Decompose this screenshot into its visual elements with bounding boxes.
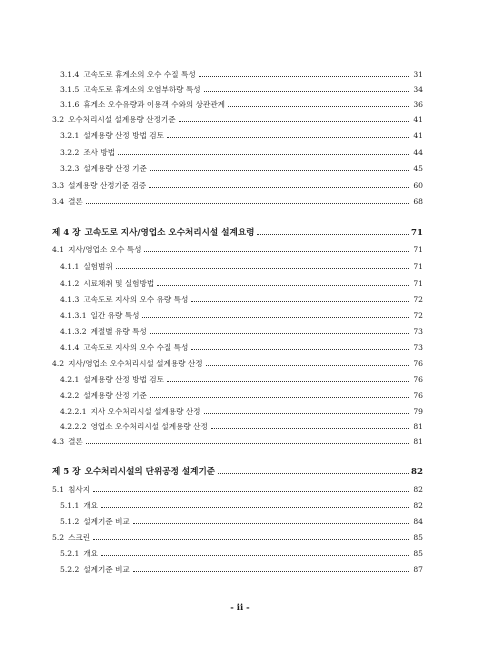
toc-title: 침사지 bbox=[68, 485, 91, 494]
toc-title: 휴게소 오수유량과 이용객 수와의 상관관계 bbox=[83, 100, 226, 109]
toc-entry bbox=[52, 437, 423, 447]
toc-entry bbox=[52, 245, 423, 255]
toc-number: 3.1.4 bbox=[60, 70, 80, 79]
toc-leader bbox=[191, 348, 409, 350]
toc-entry bbox=[60, 262, 423, 272]
toc-entry bbox=[60, 295, 423, 305]
toc-title: 고속도로 휴게소의 오수 수질 특성 bbox=[83, 70, 196, 79]
toc-number: 4.2.1 bbox=[60, 375, 80, 384]
toc-number: 3.1.5 bbox=[60, 85, 80, 94]
toc-title: 결론 bbox=[68, 197, 83, 206]
toc-title: 설계용량 산정 방법 검토 bbox=[83, 375, 164, 384]
page-number: - ii - bbox=[230, 603, 250, 613]
toc-page: 81 bbox=[413, 422, 423, 431]
toc-number: 4.2.2.1 bbox=[60, 407, 87, 416]
toc-entry bbox=[60, 148, 423, 158]
toc-number: 제 5 장 bbox=[52, 467, 81, 477]
toc-number: 5.1 bbox=[52, 485, 65, 494]
toc-leader bbox=[116, 267, 409, 269]
toc-number: 5.2.1 bbox=[60, 549, 80, 558]
toc-page: 71 bbox=[413, 279, 423, 288]
toc-title: 고속도로 지사의 오수 유량 특성 bbox=[83, 295, 189, 304]
toc-leader bbox=[86, 202, 409, 204]
toc-entry bbox=[52, 115, 423, 125]
toc-entry bbox=[60, 501, 423, 511]
toc-page: 72 bbox=[413, 295, 423, 304]
toc-number: 3.2 bbox=[52, 115, 65, 124]
toc-number: 4.1 bbox=[52, 245, 65, 254]
toc-leader bbox=[211, 427, 409, 429]
toc-page: 82 bbox=[411, 467, 423, 477]
toc-title: 설계용량 산정기준 검증 bbox=[68, 181, 147, 190]
toc-page: 79 bbox=[413, 407, 423, 416]
toc-number: 5.2 bbox=[52, 533, 65, 542]
toc-number: 5.1.2 bbox=[60, 517, 80, 526]
toc-entry bbox=[60, 279, 423, 289]
toc-title: 지사 오수처리시설 설계용량 산정 bbox=[90, 407, 201, 416]
toc-title: 오수처리시설의 단위공정 설계기준 bbox=[84, 467, 216, 477]
toc-title: 계절별 유량 특성 bbox=[90, 327, 147, 336]
toc-title: 오수처리시설 설계용량 산정기준 bbox=[68, 115, 176, 124]
toc-leader bbox=[133, 522, 409, 524]
toc-number: 4.2.2.2 bbox=[60, 422, 87, 431]
toc-number: 5.2.2 bbox=[60, 565, 80, 574]
toc-entry bbox=[60, 565, 423, 575]
toc-title: 조사 방법 bbox=[83, 148, 116, 157]
toc-page: 76 bbox=[413, 375, 423, 384]
toc-entry bbox=[60, 85, 423, 95]
toc-leader bbox=[142, 316, 409, 318]
toc-number: 4.2 bbox=[52, 359, 65, 368]
toc-leader bbox=[133, 570, 409, 572]
toc-title: 설계용량 산정 기준 bbox=[83, 391, 147, 400]
toc-page: 71 bbox=[413, 262, 423, 271]
toc-number: 4.1.3.2 bbox=[60, 327, 87, 336]
toc-page: 34 bbox=[413, 85, 423, 94]
toc-leader bbox=[101, 554, 409, 556]
toc-title: 고속도로 지사의 오수 수질 특성 bbox=[83, 343, 189, 352]
toc-number: 3.2.1 bbox=[60, 131, 80, 140]
toc-page: 71 bbox=[413, 245, 423, 254]
toc-entry bbox=[52, 197, 423, 207]
toc-chapter-heading bbox=[52, 467, 423, 477]
toc-page: 82 bbox=[413, 485, 423, 494]
toc-title: 실험범위 bbox=[83, 262, 113, 271]
toc-entry bbox=[60, 407, 423, 417]
toc-entry bbox=[52, 359, 423, 369]
toc-leader bbox=[191, 300, 409, 302]
toc-page: 68 bbox=[413, 197, 423, 206]
toc-leader bbox=[206, 364, 409, 366]
toc-title: 설계용량 산정 기준 bbox=[83, 164, 147, 173]
toc-page: 85 bbox=[413, 533, 423, 542]
toc-page: 31 bbox=[413, 70, 423, 79]
toc-number: 5.1.1 bbox=[60, 501, 80, 510]
toc-entry bbox=[52, 181, 423, 191]
toc-title: 시료채취 및 실험방법 bbox=[83, 279, 155, 288]
toc-leader bbox=[86, 442, 409, 444]
toc-page: 41 bbox=[413, 131, 423, 140]
toc-leader bbox=[204, 90, 409, 92]
toc-title: 일간 유량 특성 bbox=[90, 311, 140, 320]
toc-leader bbox=[218, 472, 409, 474]
toc-leader bbox=[93, 490, 409, 492]
toc-number: 4.1.3 bbox=[60, 295, 80, 304]
toc-leader bbox=[157, 284, 409, 286]
toc-leader bbox=[93, 538, 409, 540]
toc-entry bbox=[60, 422, 423, 432]
toc-leader bbox=[179, 120, 409, 122]
toc-title: 고속도로 지사/영업소 오수처리시설 설계요령 bbox=[84, 228, 255, 238]
toc-entry bbox=[60, 517, 423, 527]
toc-title: 결론 bbox=[68, 437, 83, 446]
toc-leader bbox=[101, 506, 409, 508]
toc-entry bbox=[60, 391, 423, 401]
toc-title: 설계용량 산정 방법 검토 bbox=[83, 131, 164, 140]
toc-entry bbox=[60, 327, 423, 337]
toc-leader bbox=[150, 332, 409, 334]
toc-page: 76 bbox=[413, 359, 423, 368]
toc-entry bbox=[52, 533, 423, 543]
toc-entry bbox=[60, 375, 423, 385]
toc-number: 3.1.6 bbox=[60, 100, 80, 109]
toc-entry bbox=[60, 164, 423, 174]
toc-title: 지사/영업소 오수처리시설 설계용량 산정 bbox=[68, 359, 203, 368]
toc-entry bbox=[60, 131, 423, 141]
toc-page: 73 bbox=[413, 343, 423, 352]
toc-title: 고속도로 휴게소의 오염부하량 특성 bbox=[83, 85, 201, 94]
toc-leader bbox=[150, 169, 409, 171]
toc-entry bbox=[60, 100, 423, 110]
toc-page: 36 bbox=[413, 100, 423, 109]
toc-page: 87 bbox=[413, 565, 423, 574]
toc-page: 82 bbox=[413, 501, 423, 510]
toc-number: 4.1.3.1 bbox=[60, 311, 87, 320]
toc-page: 71 bbox=[411, 228, 423, 238]
toc-leader bbox=[149, 186, 409, 188]
toc-leader bbox=[257, 233, 409, 235]
toc-title: 지사/영업소 오수 특성 bbox=[68, 245, 142, 254]
toc-title: 개요 bbox=[83, 501, 98, 510]
toc-page: 76 bbox=[413, 391, 423, 400]
toc-page: 72 bbox=[413, 311, 423, 320]
toc-entry bbox=[60, 70, 423, 80]
toc-chapter-heading bbox=[52, 228, 423, 238]
toc-number: 3.3 bbox=[52, 181, 65, 190]
toc-entry bbox=[52, 485, 423, 495]
toc-page: 81 bbox=[413, 437, 423, 446]
toc-page: 45 bbox=[413, 164, 423, 173]
toc-entry bbox=[60, 343, 423, 353]
toc-entry bbox=[60, 549, 423, 559]
toc-number: 3.2.2 bbox=[60, 148, 80, 157]
toc-entry bbox=[60, 311, 423, 321]
toc-title: 영업소 오수처리시설 설계용량 산정 bbox=[90, 422, 208, 431]
toc-leader bbox=[144, 250, 409, 252]
toc-leader bbox=[118, 153, 409, 155]
toc-leader bbox=[228, 105, 409, 107]
toc-number: 3.2.3 bbox=[60, 164, 80, 173]
toc-number: 4.2.2 bbox=[60, 391, 80, 400]
toc-leader bbox=[150, 396, 409, 398]
toc-leader bbox=[199, 75, 409, 77]
toc-number: 제 4 장 bbox=[52, 228, 81, 238]
toc-number: 4.1.1 bbox=[60, 262, 80, 271]
toc-title: 개요 bbox=[83, 549, 98, 558]
toc-leader bbox=[167, 380, 409, 382]
toc-title: 스크린 bbox=[68, 533, 91, 542]
toc-title: 설계기준 비교 bbox=[83, 565, 130, 574]
toc-number: 3.4 bbox=[52, 197, 65, 206]
toc-leader bbox=[167, 136, 409, 138]
toc-number: 4.1.4 bbox=[60, 343, 80, 352]
toc-leader bbox=[204, 412, 409, 414]
toc-title: 설계기준 비교 bbox=[83, 517, 130, 526]
toc-page: 73 bbox=[413, 327, 423, 336]
toc-number: 4.3 bbox=[52, 437, 65, 446]
toc-number: 4.1.2 bbox=[60, 279, 80, 288]
toc-page: 60 bbox=[413, 181, 423, 190]
toc-page: 44 bbox=[413, 148, 423, 157]
toc-page: 84 bbox=[413, 517, 423, 526]
toc-page: 41 bbox=[413, 115, 423, 124]
toc-page: 85 bbox=[413, 549, 423, 558]
